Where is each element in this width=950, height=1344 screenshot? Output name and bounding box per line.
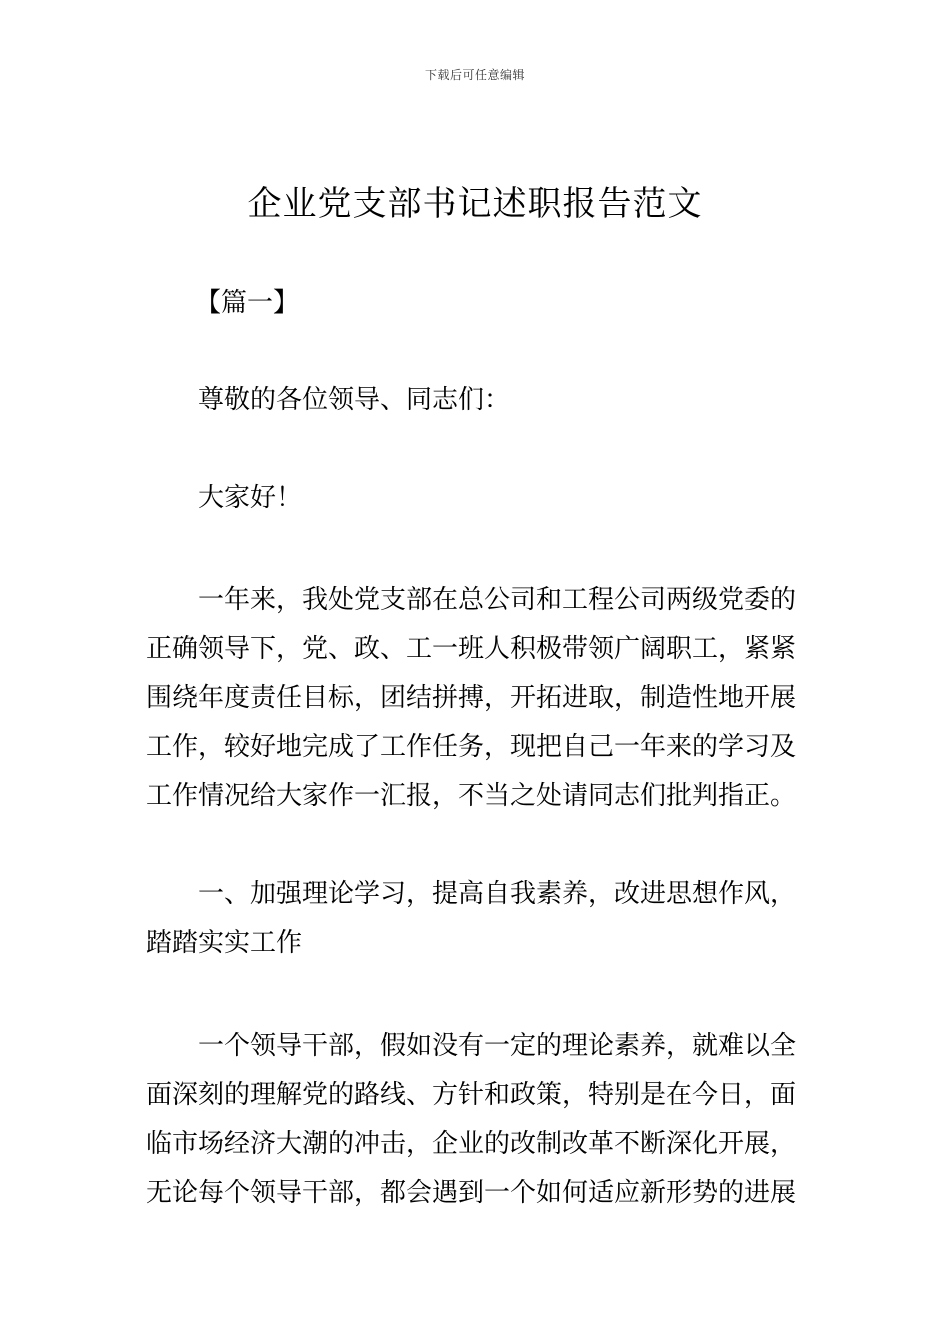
document-title: 企业党支部书记述职报告范文: [247, 184, 703, 224]
heading-line: 一、加强理论学习，提高自我素养，改进思想作风，: [198, 879, 797, 909]
hello-paragraph: [146, 474, 810, 523]
intro-line: 工作，较好地完成了工作任务，现把自己一年来的学习及: [146, 732, 797, 762]
body-line: 临市场经济大潮的冲击，企业的改制改革不断深化开展，: [146, 1129, 797, 1159]
greeting-line: 尊敬的各位领导、同志们：: [198, 385, 511, 415]
heading-line: 踏踏实实工作: [146, 928, 303, 958]
intro-line: 围绕年度责任目标，团结拼搏，开拓进取，制造性地开展: [146, 683, 797, 713]
body-line: 面深刻的理解党的路线、方针和政策，特别是在今日，面: [146, 1080, 797, 1110]
section-heading-1: [146, 870, 810, 968]
intro-line: 正确领导下，党、政、工一班人积极带领广阔职工，紧紧: [146, 634, 797, 664]
hello-line: 大家好！: [198, 483, 303, 513]
body-paragraph-1: [146, 1022, 810, 1218]
intro-line: 一年来，我处党支部在总公司和工程公司两级党委的: [198, 585, 797, 615]
intro-paragraph: [146, 576, 810, 821]
intro-line: 工作情况给大家作一汇报，不当之处请同志们批判指正。: [146, 781, 797, 811]
section-tag: 【篇一】: [195, 288, 300, 318]
body-line: 无论每个领导干部，都会遇到一个如何适应新形势的进展: [146, 1178, 797, 1208]
header-note: 下载后可任意编辑: [424, 68, 525, 82]
body-line: 一个领导干部，假如没有一定的理论素养，就难以全: [198, 1031, 797, 1061]
greeting-paragraph: [146, 376, 810, 425]
